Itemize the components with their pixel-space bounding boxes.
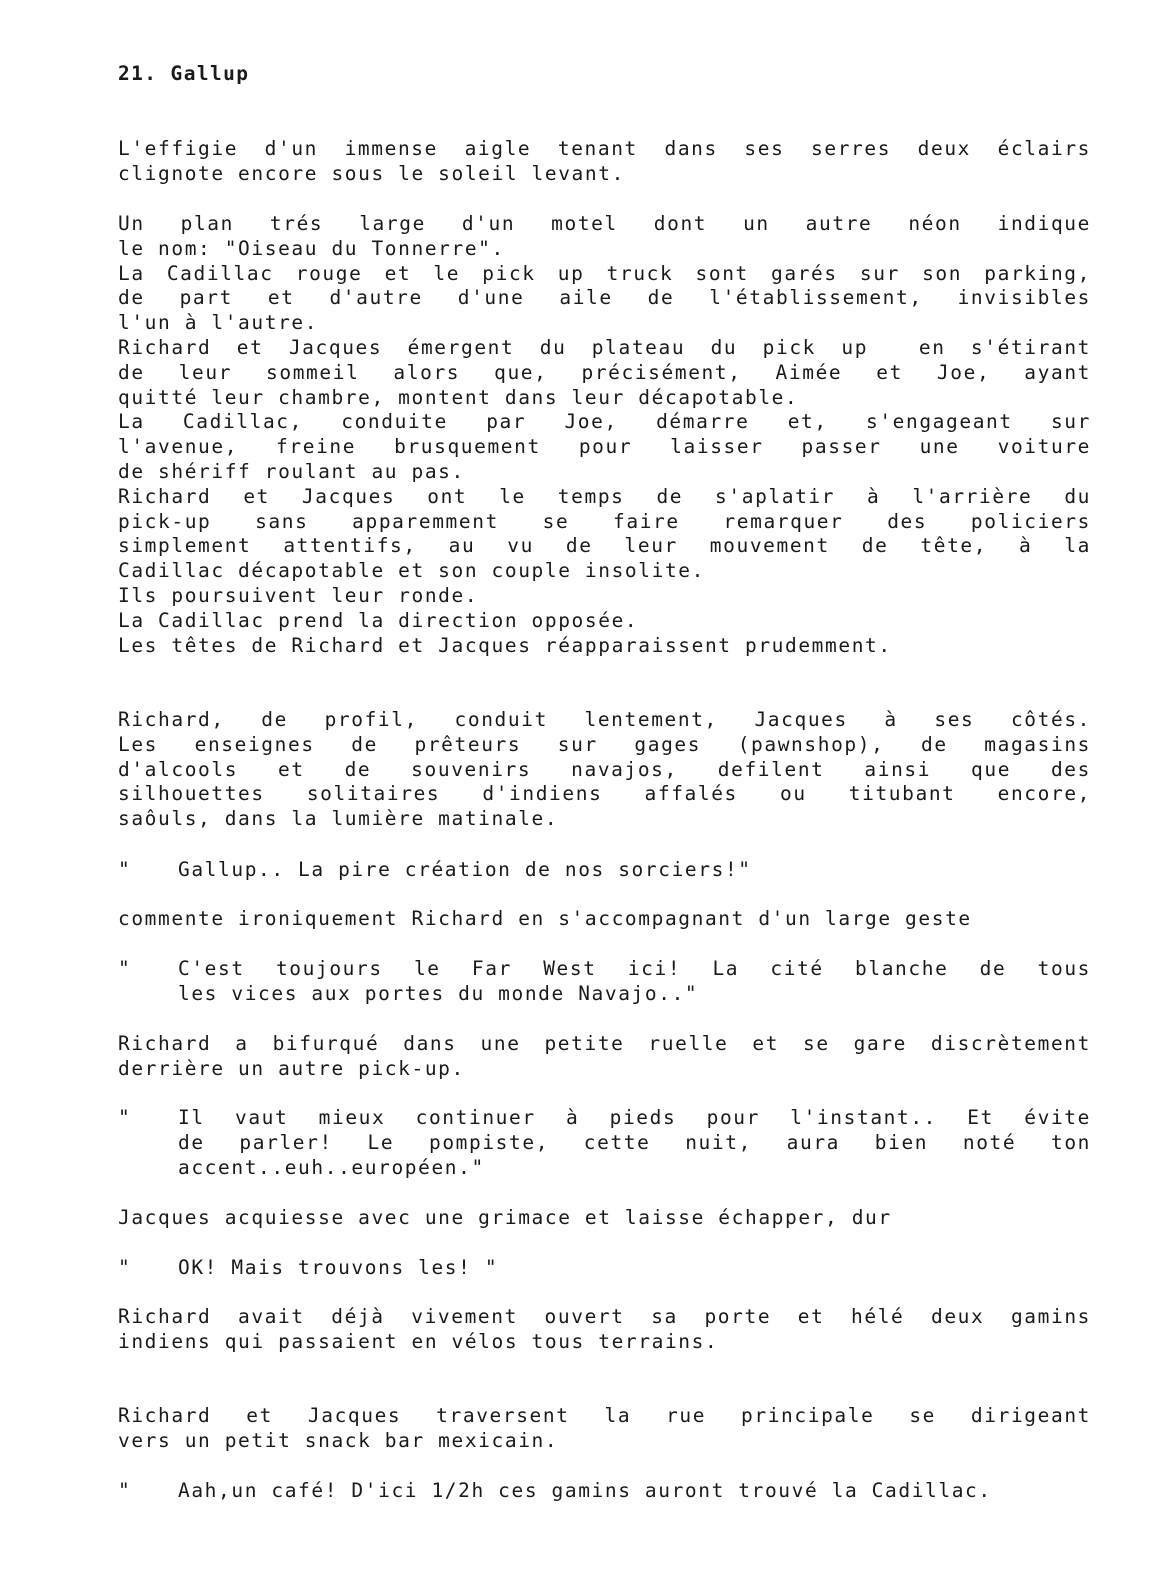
- text-line: Cadillac décapotable et son couple insolite.: [118, 559, 705, 583]
- text-line: Les enseignes de prêteurs sur gages (pawnshop), de magasins: [118, 732, 1091, 756]
- paragraph-kids: [118, 1305, 1091, 1355]
- quote-mark: ": [118, 1256, 132, 1279]
- text-line: de shériff roulant au pas.: [118, 459, 465, 483]
- paragraph-driving: [118, 708, 1091, 832]
- text-line: l'un à l'autre.: [118, 311, 319, 335]
- paragraph-motel: [118, 212, 1091, 658]
- text-line: vers un petit snack bar mexicain.: [118, 1428, 559, 1452]
- dialogue-line: Gallup.. La pire création de nos sorciers!": [178, 858, 752, 881]
- text-line: La Cadillac rouge et le pick up truck sont garés sur son parking,: [118, 261, 1091, 285]
- quote-mark: ": [118, 858, 132, 881]
- text-line: Richard et Jacques ont le temps de s'aplatir à l'arrière du: [118, 484, 1091, 508]
- text-line: Richard a bifurqué dans une petite ruelle et se gare discrètement: [118, 1032, 1091, 1055]
- dialogue-coffee: [118, 1479, 1091, 1504]
- dialogue-line: de parler! Le pompiste, cette nuit, aura bien noté ton: [178, 1130, 1091, 1154]
- text-line: saôuls, dans la lumière matinale.: [118, 807, 559, 831]
- text-line: commente ironiquement Richard en s'accompagnant d'un large geste: [118, 907, 972, 930]
- dialogue-line: OK! Mais trouvons les! ": [178, 1256, 499, 1279]
- text-line: de leur sommeil alors que, précisément, Aimée et Joe, ayant: [118, 360, 1091, 384]
- quote-mark: ": [118, 1479, 132, 1502]
- text-line: Richard et Jacques émergent du plateau du pick up en s'étirant: [118, 335, 1091, 359]
- text-line: quitté leur chambre, montent dans leur décapotable.: [118, 385, 799, 409]
- text-line: indiens qui passaient en vélos tous terrains.: [118, 1329, 719, 1353]
- paragraph-grimace: [118, 1206, 1091, 1231]
- dialogue-line: Aah,un café! D'ici 1/2h ces gamins auront trouvé la Cadillac.: [178, 1479, 992, 1502]
- text-line: simplement attentifs, au vu de leur mouvement de tête, à la: [118, 534, 1091, 558]
- text-line: Richard avait déjà vivement ouvert sa porte et hélé deux gamins: [118, 1305, 1091, 1328]
- text-line: silhouettes solitaires d'indiens affalés ou titubant encore,: [118, 782, 1091, 806]
- text-line: Les têtes de Richard et Jacques réapparaissent prudemment.: [118, 633, 892, 657]
- paragraph-alley: [118, 1032, 1091, 1082]
- text-line: l'avenue, freine brusquement pour laisser passer une voiture: [118, 435, 1091, 459]
- quote-mark: ": [118, 957, 132, 980]
- dialogue-gallup: [118, 858, 1091, 883]
- text-line: derrière un autre pick-up.: [118, 1056, 465, 1080]
- text-line: La Cadillac, conduite par Joe, démarre et, s'engageant sur: [118, 410, 1091, 434]
- dialogue-line: Il vaut mieux continuer à pieds pour l'instant.. Et évite: [178, 1106, 1091, 1129]
- paragraph-comment: [118, 907, 1091, 932]
- text-line: Richard et Jacques traversent la rue principale se dirigeant: [118, 1404, 1091, 1427]
- text-line: Jacques acquiesse avec une grimace et laisse échapper, dur: [118, 1206, 892, 1229]
- dialogue-line: accent..euh..européen.": [178, 1155, 485, 1179]
- dialogue-line: C'est toujours le Far West ici! La cité blanche de tous: [178, 957, 1091, 980]
- quote-mark: ": [118, 1106, 132, 1129]
- dialogue-walk: [118, 1106, 1091, 1180]
- text-line: Ils poursuivent leur ronde.: [118, 583, 479, 607]
- text-line: Un plan trés large d'un motel dont un autre néon indique: [118, 212, 1091, 235]
- paragraph-eagle-sign: [118, 137, 1091, 187]
- paragraph-snack-bar: [118, 1404, 1091, 1454]
- text-line: de part et d'autre d'une aile de l'établissement, invisibles: [118, 286, 1091, 310]
- text-line: pick-up sans apparemment se faire remarquer des policiers: [118, 509, 1091, 533]
- chapter-heading: 21. Gallup: [118, 62, 250, 85]
- dialogue-ok: [118, 1256, 1091, 1281]
- text-line: Richard, de profil, conduit lentement, Jacques à ses côtés.: [118, 708, 1091, 731]
- text-line: La Cadillac prend la direction opposée.: [118, 608, 639, 632]
- text-line: clignote encore sous le soleil levant.: [118, 161, 625, 185]
- text-line: d'alcools et de souvenirs navajos, defilent ainsi que des: [118, 757, 1091, 781]
- text-line: le nom: "Oiseau du Tonnerre".: [118, 236, 505, 260]
- dialogue-far-west: [118, 957, 1091, 1007]
- dialogue-line: les vices aux portes du monde Navajo..": [178, 981, 699, 1005]
- text-line: L'effigie d'un immense aigle tenant dans ses serres deux éclairs: [118, 137, 1091, 160]
